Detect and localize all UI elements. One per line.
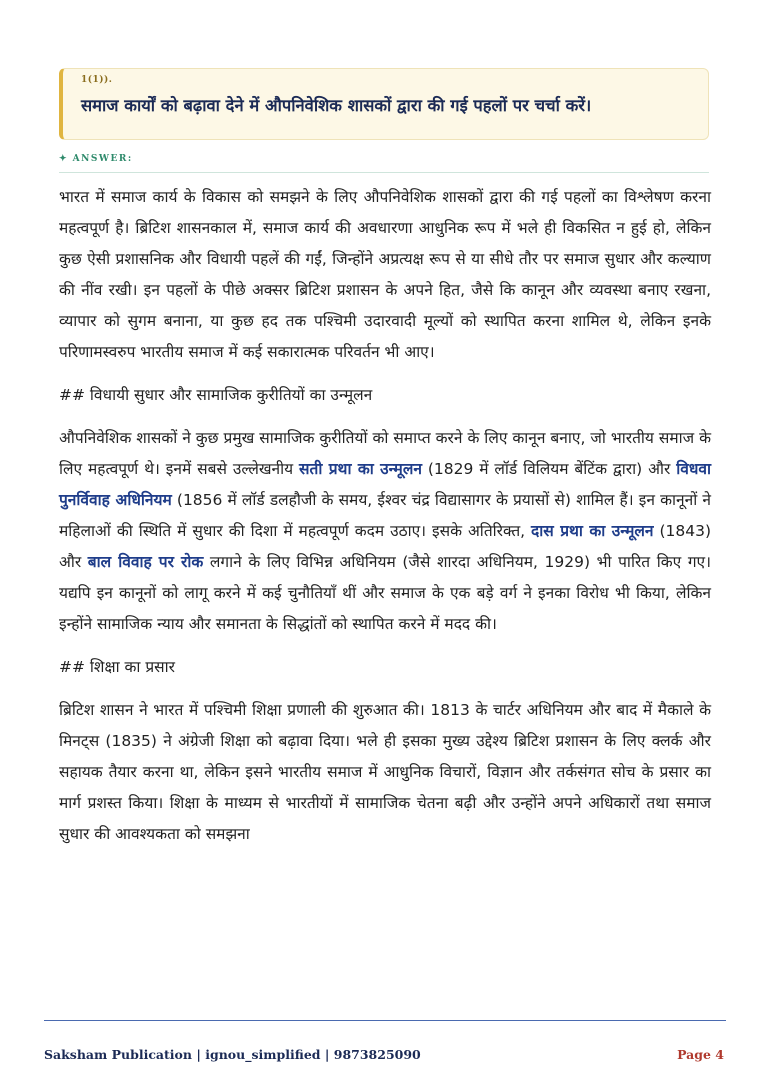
highlight-widow-remarriage: विधवा पुनर्विवाह अधिनियम	[59, 460, 712, 509]
footer-divider	[44, 1020, 726, 1021]
text-run: औपनिवेशिक शासकों ने कुछ प्रमुख सामाजिक कुरीतियों को समाप्त करने के लिए कानून बनाए, जो भारतीय समाज के लिए महत्वपूर्ण थे। इनमें सबसे उल्लेखनीय	[59, 429, 711, 478]
paragraph-legislative-reforms	[59, 423, 711, 640]
heading-legislative-reforms: ## विधायी सुधार और सामाजिक कुरीतियों का उन्मूलन	[59, 386, 373, 404]
question-number: 1(1)).	[81, 75, 113, 85]
answer-content	[59, 182, 711, 862]
text-run: लगाने के लिए विभिन्न अधिनियम (जैसे शारदा अधिनियम, 1929) भी पारित किए गए। यद्यपि इन कानूनों को लागू करने में कई चुनौतियाँ थीं और समाज के एक बड़े वर्ग ने इनका विरोध भी किया, लेकिन इन्होंने सामाजिक न्याय और समानता के सिद्धांतों को स्थापित करने में मदद की।	[59, 553, 711, 633]
question-text: समाज कार्यों को बढ़ावा देने में औपनिवेशिक शासकों द्वारा की गई पहलों पर चर्चा करें।	[81, 96, 592, 115]
highlight-sati: सती प्रथा का उन्मूलन	[299, 460, 422, 478]
highlight-slavery: दास प्रथा का उन्मूलन	[531, 522, 654, 540]
text-run: (1829 में लॉर्ड विलियम बेंटिंक द्वारा) और	[421, 460, 677, 478]
question-box	[59, 68, 709, 140]
answer-divider	[59, 172, 709, 173]
heading-education: ## शिक्षा का प्रसार	[59, 658, 176, 676]
paragraph-education: ब्रिटिश शासन ने भारत में पश्चिमी शिक्षा प्रणाली की शुरुआत की। 1813 के चार्टर अधिनियम और बाद में मैकाले के मिनट्स (1835) ने अंग्रेजी शिक्षा को बढ़ावा दिया। भले ही इसका मुख्य उद्देश्य ब्रिटिश प्रशासन के लिए क्लर्क और सहायक तैयार करना था, लेकिन इसने भारतीय समाज में आधुनिक विचारों, विज्ञान और तर्कसंगत सोच के प्रसार का मार्ग प्रशस्त किया। शिक्षा के माध्यम से भारतीयों में सामाजिक चेतना बढ़ी और उन्होंने अपने अधिकारों तथा समाज सुधार की आवश्यकता को समझना	[59, 701, 711, 843]
highlight-child-marriage: बाल विवाह पर रोक	[87, 553, 204, 571]
page-number: Page 4	[677, 1047, 724, 1062]
answer-label: ✦ ANSWER:	[59, 154, 133, 164]
paragraph-intro: भारत में समाज कार्य के विकास को समझने के लिए औपनिवेशिक शासकों द्वारा की गई पहलों का विश्लेषण करना महत्वपूर्ण है। ब्रिटिश शासनकाल में, समाज कार्य की अवधारणा आधुनिक रूप में भले ही विकसित न हुई हो, लेकिन कुछ ऐसी प्रशासनिक और विधायी पहलें की गईं, जिन्होंने अप्रत्यक्ष रूप से या सीधे तौर पर समाज सुधार और कल्याण की नींव रखी। इन पहलों के पीछे अक्सर ब्रिटिश प्रशासन के अपने हित, जैसे कि कानून और व्यवस्था बनाए रखना, व्यापार को सुगम बनाना, या कुछ हद तक पश्चिमी उदारवादी मूल्यों को स्थापित करना शामिल थे, लेकिन इनके परिणामस्वरुप भारतीय समाज में कई सकारात्मक परिवर्तन भी आए।	[59, 188, 711, 361]
text-run: (1856 में लॉर्ड डलहौजी के समय, ईश्वर चंद्र विद्यासागर के प्रयासों से) शामिल हैं। इन कानूनों ने महिलाओं की स्थिति में सुधार की दिशा में महत्वपूर्ण कदम उठाए। इसके अतिरिक्त,	[59, 491, 711, 540]
footer-publisher: Saksham Publication | ignou_simplified | 9873825090	[44, 1047, 421, 1062]
text-run: (1843) और	[59, 522, 712, 571]
